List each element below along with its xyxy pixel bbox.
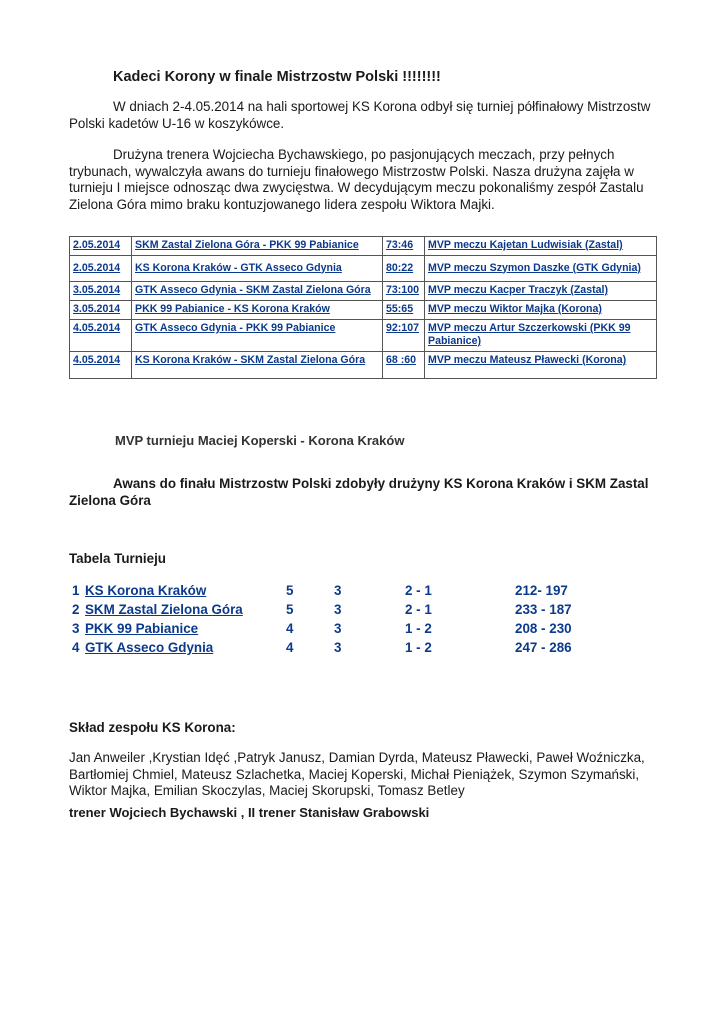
intro-text: W dniach 2-4.05.2014 na hali sportowej KS Korona odbył się turniej półfinałowy Mistrzostw Polski kadetów U-16 w koszykówce.: [69, 99, 651, 131]
standings-points: 4: [286, 640, 294, 655]
games-table: [69, 236, 657, 379]
squad-list: Jan Anweiler ,Krystian Idęć ,Patryk Janusz, Damian Dyrda, Mateusz Pławecki, Paweł Woźniczka, Bartłomiej Chmiel, Mateusz Szlachetka, Maciej Koperski, Michał Pieniążek, Szymon Szymański, Wiktor Majka, Emilian Skoczylas, Maciej Skorupski, Tomasz Betley: [69, 750, 645, 798]
game-mvp[interactable]: MVP meczu Wiktor Majka (Korona): [425, 301, 657, 320]
table-row: [70, 352, 657, 379]
promotion-text: [69, 475, 659, 509]
game-mvp[interactable]: MVP meczu Kajetan Ludwisiak (Zastal): [425, 237, 657, 256]
standings-points: 5: [286, 583, 294, 598]
table-row: [70, 282, 657, 301]
standings-position: 3: [72, 621, 80, 636]
standings-score: 233 - 187: [515, 602, 572, 617]
standings-team-link[interactable]: SKM Zastal Zielona Góra: [85, 602, 243, 617]
standings-games: 3: [334, 640, 342, 655]
standings-position: 4: [72, 640, 80, 655]
standings-position: 2: [72, 602, 80, 617]
game-mvp[interactable]: MVP meczu Szymon Daszke (GTK Gdynia): [425, 256, 657, 282]
standings-points: 4: [286, 621, 294, 636]
game-score[interactable]: 73:100: [383, 282, 425, 301]
standings-team-link[interactable]: PKK 99 Pabianice: [85, 621, 199, 636]
game-match[interactable]: GTK Asseco Gdynia - SKM Zastal Zielona Góra: [132, 282, 383, 301]
standings-games: 3: [334, 583, 342, 598]
game-date[interactable]: 4.05.2014: [70, 320, 132, 352]
team-text: Drużyna trenera Wojciecha Bychawskiego, po pasjonujących meczach, przy pełnych trybunach, wywalczyła awans do turnieju finałowego Mistrzostw Polski. Nasza drużyna zajęła w turnieju I miejsce odnosząc dwa zwycięstwa. W decydującym meczu pokonaliśmy zespół Zastalu Zielona Góra mimo braku kontuzjowanego lidera zespołu Wiktora Majki.: [69, 147, 644, 212]
game-match[interactable]: GTK Asseco Gdynia - PKK 99 Pabianice: [132, 320, 383, 352]
game-mvp[interactable]: MVP meczu Mateusz Pławecki (Korona): [425, 352, 657, 379]
standings-score: 247 - 286: [515, 640, 572, 655]
game-mvp[interactable]: MVP meczu Kacper Traczyk (Zastal): [425, 282, 657, 301]
game-match[interactable]: KS Korona Kraków - GTK Asseco Gdynia: [132, 256, 383, 282]
standings-games: 3: [334, 602, 342, 617]
promotion-label: Awans do finału Mistrzostw Polski zdobyły drużyny KS Korona Kraków i SKM Zastal Zielona Góra: [69, 476, 649, 508]
standings-position: 1: [72, 583, 80, 598]
page-title: Kadeci Korony w finale Mistrzostw Polski !!!!!!!!: [113, 69, 441, 85]
standings-team-link[interactable]: GTK Asseco Gdynia: [85, 640, 214, 655]
table-row: [70, 237, 657, 256]
team-paragraph: [69, 147, 659, 213]
game-mvp[interactable]: MVP meczu Artur Szczerkowski (PKK 99 Pabianice): [425, 320, 657, 352]
game-date[interactable]: 3.05.2014: [70, 282, 132, 301]
standings-team-link[interactable]: KS Korona Kraków: [85, 583, 207, 598]
table-row: [70, 256, 657, 282]
game-date[interactable]: 3.05.2014: [70, 301, 132, 320]
game-score[interactable]: 55:65: [383, 301, 425, 320]
table-row: [70, 301, 657, 320]
game-date[interactable]: 2.05.2014: [70, 256, 132, 282]
game-date[interactable]: 4.05.2014: [70, 352, 132, 379]
standings-win-loss: 2 - 1: [405, 583, 432, 598]
game-match[interactable]: KS Korona Kraków - SKM Zastal Zielona Góra: [132, 352, 383, 379]
squad-title: Skład zespołu KS Korona:: [69, 720, 236, 735]
standings-score: 208 - 230: [515, 621, 572, 636]
standings-win-loss: 2 - 1: [405, 602, 432, 617]
tournament-mvp: MVP turnieju Maciej Koperski - Korona Kraków: [115, 433, 405, 448]
standings-points: 5: [286, 602, 294, 617]
standings-games: 3: [334, 621, 342, 636]
intro-paragraph: [69, 99, 659, 132]
table-row: [70, 320, 657, 352]
coaches-line: trener Wojciech Bychawski , II trener Stanisław Grabowski: [69, 805, 430, 820]
game-score[interactable]: 73:46: [383, 237, 425, 256]
game-score[interactable]: 92:107: [383, 320, 425, 352]
game-score[interactable]: 68 :60: [383, 352, 425, 379]
standings-win-loss: 1 - 2: [405, 621, 432, 636]
standings-score: 212- 197: [515, 583, 568, 598]
game-match[interactable]: PKK 99 Pabianice - KS Korona Kraków: [132, 301, 383, 320]
game-match[interactable]: SKM Zastal Zielona Góra - PKK 99 Pabianice: [132, 237, 383, 256]
standings-win-loss: 1 - 2: [405, 640, 432, 655]
game-date[interactable]: 2.05.2014: [70, 237, 132, 256]
standings-title: Tabela Turnieju: [69, 551, 166, 566]
game-score[interactable]: 80:22: [383, 256, 425, 282]
